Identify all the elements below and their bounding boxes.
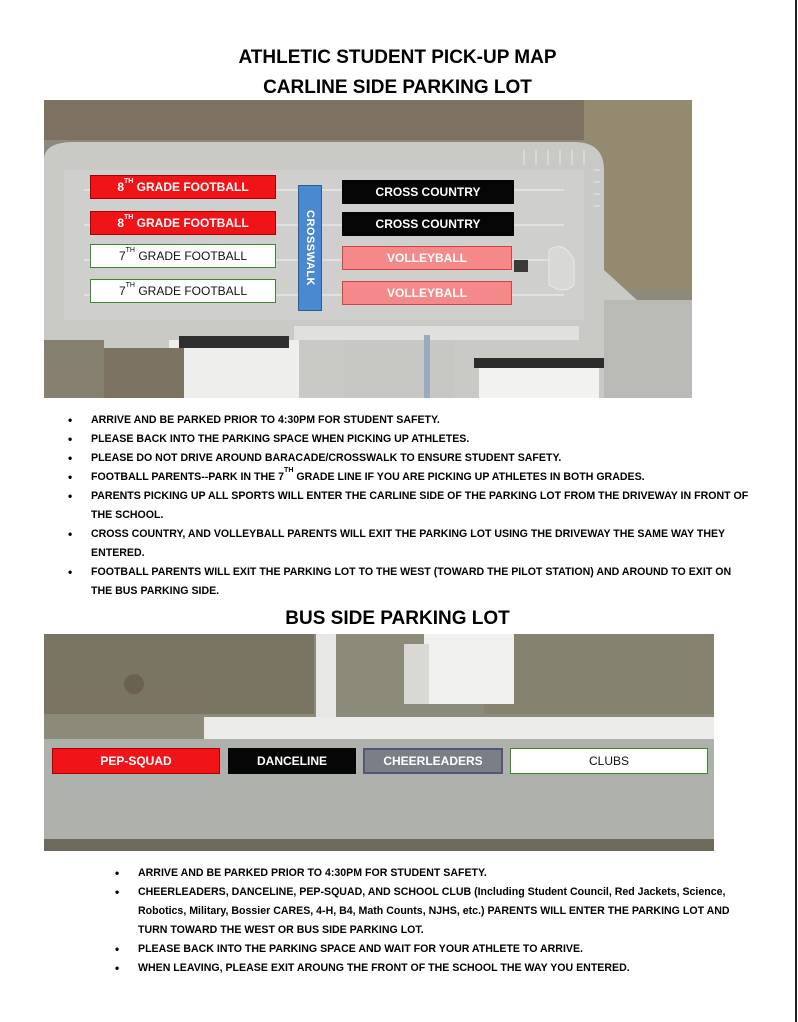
parking-label-cheerleaders: CHEERLEADERS [363,748,503,774]
parking-label-danceline: DANCELINE [228,748,356,774]
parking-label-7th-football-1: 7TH GRADE FOOTBALL [90,244,276,268]
carline-rule-6: • CROSS COUNTRY, AND VOLLEYBALL PARENTS WILL EXIT THE PARKING LOT USING THE DRIVEWAY THE SAME WAY THEY ENTERED. [91,525,751,563]
page-title: ATHLETIC STUDENT PICK-UP MAP [238,47,557,68]
parking-label-cross-country-1: CROSS COUNTRY [342,180,514,204]
parking-label-cross-country-2: CROSS COUNTRY [342,212,514,236]
bus-section-title: BUS SIDE PARKING LOT [285,608,510,629]
carline-rule-1: • ARRIVE AND BE PARKED PRIOR TO 4:30PM FOR STUDENT SAFETY. [91,411,751,430]
parking-label-8th-football-1: 8TH GRADE FOOTBALL [90,175,276,199]
carline-rule-5: • PARENTS PICKING UP ALL SPORTS WILL ENTER THE CARLINE SIDE OF THE PARKING LOT FROM THE DRIVEWAY IN FRONT OF THE SCHOOL. [91,487,751,525]
parking-label-volleyball-2: VOLLEYBALL [342,281,512,305]
carline-rules-list [91,411,751,601]
bus-aerial-map [44,634,714,851]
parking-label-clubs: CLUBS [510,748,708,774]
parking-label-volleyball-1: VOLLEYBALL [342,246,512,270]
page-right-border [795,0,797,1022]
crosswalk-label: CROSSWALK [298,185,322,311]
bus-rule-4: • WHEN LEAVING, PLEASE EXIT AROUNG THE FRONT OF THE SCHOOL THE WAY YOU ENTERED. [138,959,750,978]
parking-label-7th-football-2: 7TH GRADE FOOTBALL [90,279,276,303]
parking-label-8th-football-2: 8TH GRADE FOOTBALL [90,211,276,235]
bus-rule-1: • ARRIVE AND BE PARKED PRIOR TO 4:30PM FOR STUDENT SAFETY. [138,864,750,883]
carline-aerial-map [44,100,692,398]
bus-rule-3: • PLEASE BACK INTO THE PARKING SPACE AND WAIT FOR YOUR ATHLETE TO ARRIVE. [138,940,750,959]
carline-rule-3: • PLEASE DO NOT DRIVE AROUND BARACADE/CROSSWALK TO ENSURE STUDENT SAFETY. [91,449,751,468]
carline-rule-7: • FOOTBALL PARENTS WILL EXIT THE PARKING LOT TO THE WEST (TOWARD THE PILOT STATION) AND AROUND TO EXIT ON THE BUS PARKING SIDE. [91,563,751,601]
bus-rule-2: • CHEERLEADERS, DANCELINE, PEP-SQUAD, AND SCHOOL CLUB (Including Student Council, Red Jackets, Science, Robotics, Military, Bossier CARES, 4-H, B4, Math Counts, NJHS, etc.) PARENTS WILL ENTER THE PARKING LOT AND TURN TOWARD THE WEST OR BUS SIDE PARKING LOT. [138,883,750,940]
bus-rules-list [138,864,750,978]
carline-rule-4: • FOOTBALL PARENTS--PARK IN THE 7TH GRADE LINE IF YOU ARE PICKING UP ATHLETES IN BOTH GRADES. [91,468,751,487]
carline-section-title: CARLINE SIDE PARKING LOT [263,77,532,98]
carline-rule-2: • PLEASE BACK INTO THE PARKING SPACE WHEN PICKING UP ATHLETES. [91,430,751,449]
parking-label-pep-squad: PEP-SQUAD [52,748,220,774]
